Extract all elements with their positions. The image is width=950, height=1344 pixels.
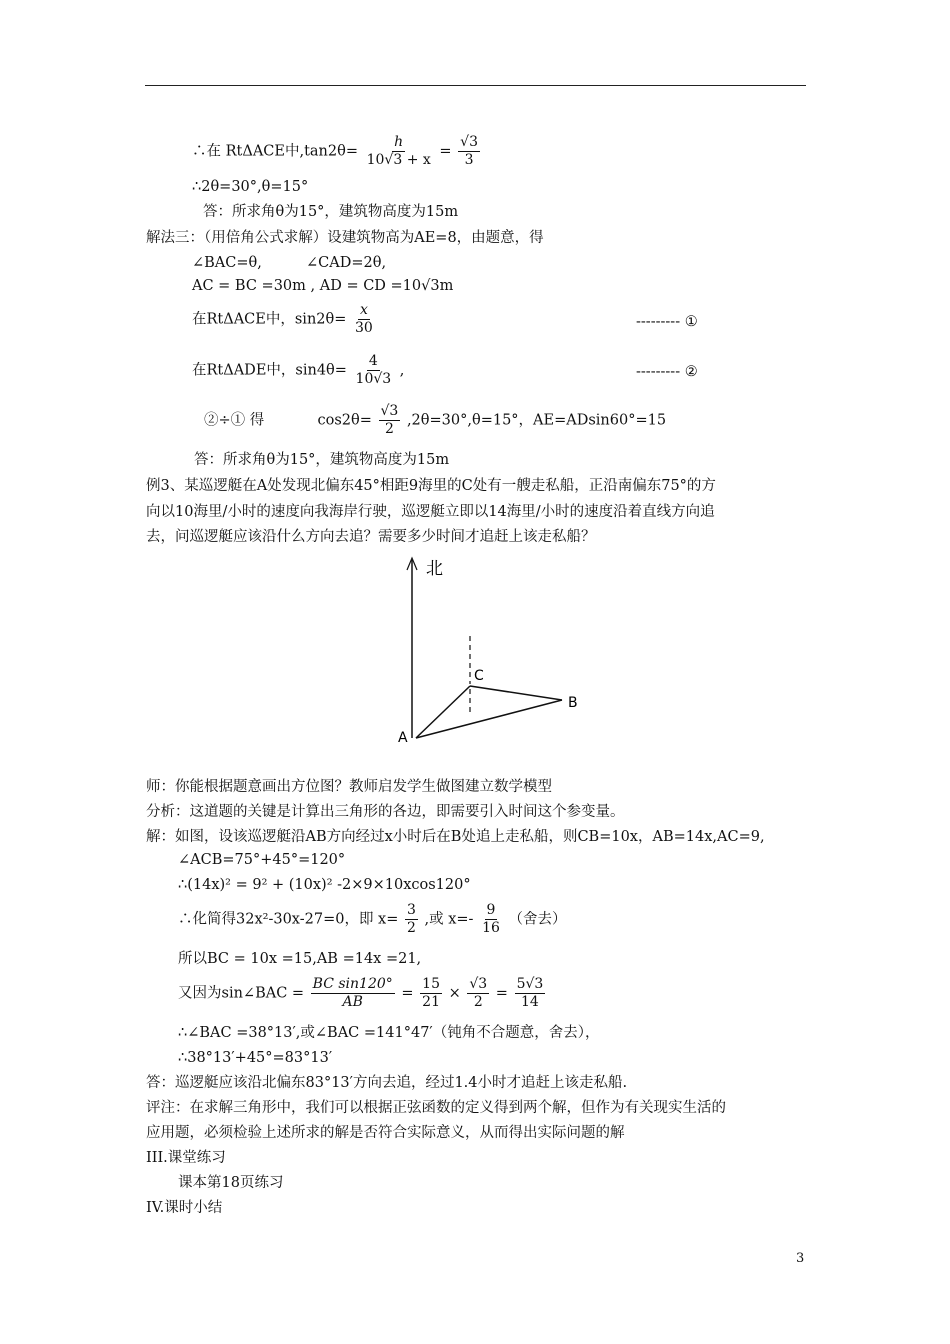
fraction <box>311 976 395 1011</box>
text: ,或 x=- <box>424 911 474 928</box>
numerator: 15 <box>422 976 440 992</box>
text: = <box>439 143 452 160</box>
line-23: ∴38°13′+45°=83°13′ <box>178 1050 333 1066</box>
numerator: 3 <box>406 902 416 918</box>
line-25: 评注：在求解三角形中，我们可以根据正弦函数的定义得到两个解，但作为有关现实生活的 <box>146 1100 726 1116</box>
denominator: 3 <box>464 152 474 168</box>
bearing-diagram <box>380 552 600 747</box>
denominator: 14 <box>521 994 539 1010</box>
numerator: 4 <box>368 353 378 369</box>
denominator: 2 <box>406 920 416 936</box>
text: cos2θ= <box>317 412 372 429</box>
line-22: ∴∠BAC =38°13′,或∠BAC =141°47′（钝角不合题意，舍去）， <box>178 1025 600 1041</box>
line-divide <box>204 403 666 438</box>
line-2: ∴2θ=30°,θ=15° <box>192 179 309 195</box>
fraction <box>405 902 418 937</box>
denominator: 30 <box>355 320 373 336</box>
text: 在RtΔADE中，sin4θ= <box>192 362 347 379</box>
fraction <box>458 134 480 169</box>
text: 在RtΔACE中，sin2θ= <box>192 311 347 328</box>
label-b: B <box>568 695 578 711</box>
line-6: AC = BC =30m , AD = CD =10√3m <box>192 278 454 294</box>
line-16: 解：如图，设该巡逻艇沿AB方向经过x小时后在B处追上走私船，则CB=10x，AB=14x,AC=9, <box>146 829 765 845</box>
fraction <box>420 976 442 1011</box>
fraction <box>353 302 375 337</box>
line-sin2theta <box>192 302 377 337</box>
denominator: 10√3 + x <box>366 152 431 168</box>
text: × <box>448 985 461 1002</box>
line-3: 答：所求角θ为15°，建筑物高度为15m <box>203 204 459 220</box>
fraction <box>365 134 433 169</box>
line-17: ∠ACB=75°+45°=120° <box>178 852 346 868</box>
segment-cb <box>470 686 562 700</box>
line-4: 解法三：（用倍角公式求解）设建筑物高为AE=8，由题意，得 <box>146 230 544 246</box>
line-28: 课本第18页练习 <box>178 1175 284 1191</box>
line-5b: ∠CAD=2θ, <box>306 255 387 271</box>
line-14: 师：你能根据题意画出方位图？教师启发学生做图建立数学模型 <box>146 779 552 795</box>
line-5a: ∠BAC=θ, <box>192 255 262 271</box>
denominator: 21 <box>422 994 440 1010</box>
text: ∴在 RtΔACE中,tan2θ= <box>192 143 358 160</box>
line-20: 所以BC = 10x =15,AB =14x =21, <box>178 951 422 967</box>
text: （舍去） <box>508 911 567 928</box>
denominator: 10√3 <box>355 371 392 387</box>
numerator: √3 <box>380 403 399 419</box>
text: , <box>399 362 405 379</box>
fraction <box>354 353 394 388</box>
text: ∴化简得32x²-30x-27=0，即 x= <box>178 911 399 928</box>
label-a: A <box>398 730 408 746</box>
eq-mark-1: --------- ① <box>636 314 698 330</box>
north-label: 北 <box>426 559 443 579</box>
line-18: ∴(14x)² = 9² + (10x)² -2×9×10xcos120° <box>178 877 471 893</box>
denominator: AB <box>342 994 363 1010</box>
header-rule <box>145 85 806 86</box>
numerator: x <box>359 302 368 318</box>
numerator: √3 <box>460 134 478 150</box>
text: 又因为sin∠BAC = <box>178 985 305 1002</box>
fraction <box>467 976 489 1011</box>
line-tan2theta <box>192 134 482 169</box>
line-sinbac <box>178 976 547 1011</box>
numerator: BC sin120° <box>312 976 393 992</box>
section-exercise: III.课堂练习 <box>146 1150 226 1166</box>
denominator: 2 <box>473 994 483 1010</box>
page-number: 3 <box>796 1251 805 1266</box>
line-11: 例3、某巡逻艇在A处发现北偏东45°相距9海里的C处有一艘走私船，正沿南偏东75°的方 <box>146 478 716 494</box>
line-15: 分析：这道题的关键是计算出三角形的各边，即需要引入时间这个参变量。 <box>146 804 625 820</box>
label-c: C <box>474 668 484 684</box>
segment-ab <box>416 700 562 738</box>
line-12: 向以10海里/小时的速度向我海岸行驶，巡逻艇立即以14海里/小时的速度沿着直线方向追 <box>146 504 715 520</box>
line-26: 应用题，必须检验上述所求的解是否符合实际意义，从而得出实际问题的解 <box>146 1125 625 1141</box>
denominator: 16 <box>482 920 500 936</box>
fraction <box>379 403 401 438</box>
text: = <box>495 985 508 1002</box>
line-10: 答：所求角θ为15°，建筑物高度为15m <box>194 452 450 468</box>
numerator: 9 <box>486 902 496 918</box>
line-quadratic <box>178 902 567 937</box>
text: = <box>401 985 414 1002</box>
numerator: √3 <box>469 976 488 992</box>
line-13: 去，问巡逻艇应该沿什么方向去追？需要多少时间才追赶上该走私船？ <box>146 529 596 545</box>
text: ②÷① 得 <box>204 412 265 429</box>
section-summary: IV.课时小结 <box>146 1200 223 1216</box>
line-24: 答：巡逻艇应该沿北偏东83°13′方向去追，经过1.4小时才追赶上该走私船. <box>146 1075 628 1091</box>
numerator: 5√3 <box>516 976 544 992</box>
fraction <box>480 902 502 937</box>
denominator: 2 <box>384 421 394 437</box>
numerator: h <box>394 134 404 150</box>
eq-mark-2: --------- ② <box>636 364 698 380</box>
text: ,2θ=30°,θ=15°，AE=ADsin60°=15 <box>406 412 667 429</box>
fraction <box>515 976 546 1011</box>
line-sin4theta <box>192 353 404 388</box>
